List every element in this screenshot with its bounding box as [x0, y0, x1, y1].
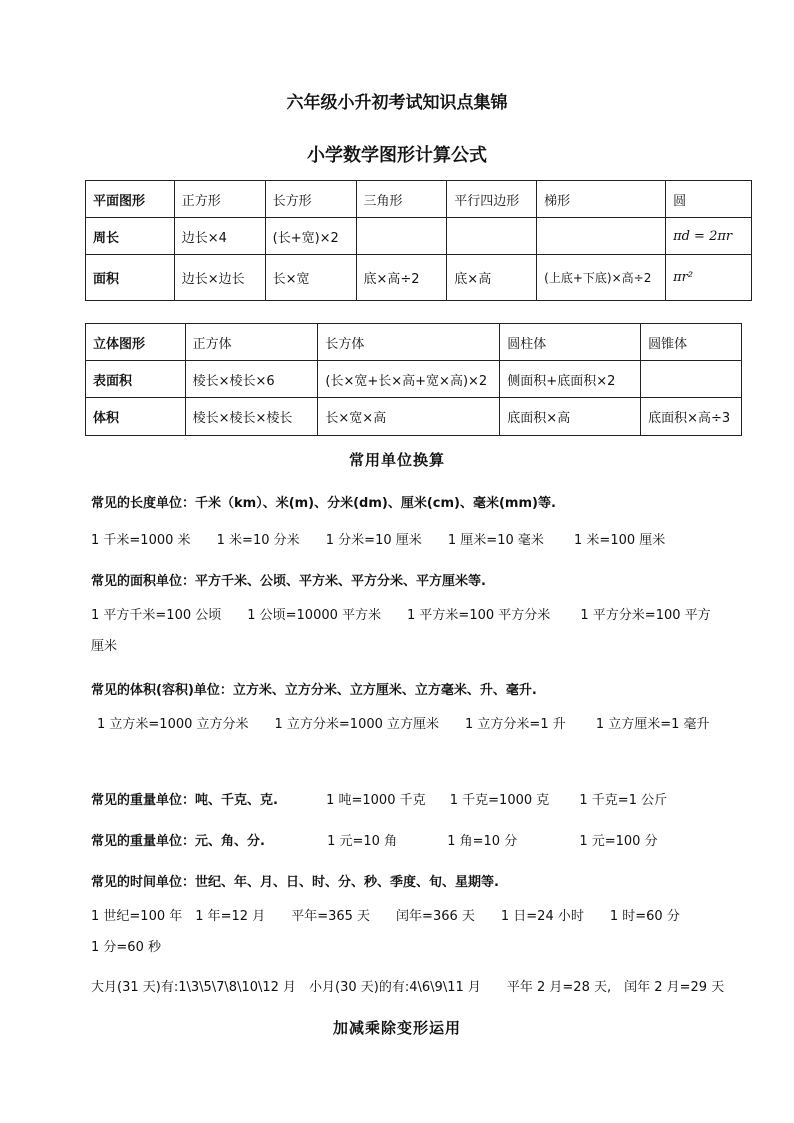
table-row — [86, 218, 752, 255]
table-cell: 侧面积+底面积×2 — [500, 361, 641, 398]
time-units-heading: 常见的时间单位：世纪、年、月、日、时、分、秒、季度、旬、星期等. — [91, 875, 499, 890]
header-cell: 长方形 — [265, 181, 356, 218]
weight-units-line — [91, 789, 721, 808]
header-cell: 平行四边形 — [447, 181, 537, 218]
table-cell: (上底+下底)×高÷2 — [537, 255, 666, 301]
table-header-row — [86, 181, 752, 218]
conversion-item: 1 米=100 厘米 — [574, 533, 666, 548]
volume-conversions: 1 立方米=1000 立方分米 1 立方分米=1000 立方厘米 1 立方分米=1 升 1 立方厘米=1 毫升 — [97, 717, 710, 732]
conversion-item: 1 厘米=10 毫米 — [447, 533, 544, 548]
area-conversions: 1 平方千米=100 公顷 1 公顷=10000 平方米 1 平方米=100 平方分米 1 平方分米=100 平方厘米 — [91, 608, 711, 654]
header-cell: 立体图形 — [86, 324, 186, 361]
circle-area-formula: πr² — [666, 255, 752, 301]
circle-perimeter-formula: πd = 2πr — [666, 218, 752, 255]
conversion-item: 1 千克=1000 克 — [449, 793, 550, 808]
header-cell: 圆柱体 — [500, 324, 641, 361]
conversion-item: 1 元=100 分 — [579, 834, 658, 849]
conversion-item: 1 千米=1000 米 — [91, 533, 191, 548]
conversion-item: 1 元=10 角 — [327, 834, 398, 849]
row-label: 面积 — [86, 255, 175, 301]
conversion-item: 1 角=10 分 — [447, 834, 518, 849]
header-cell: 三角形 — [356, 181, 447, 218]
header-cell: 长方体 — [318, 324, 500, 361]
time-conversions: 1 世纪=100 年 1 年=12 月 平年=365 天 闰年=366 天 1 日=24 小时 1 时=60 分 1 分=60 秒 — [91, 909, 706, 955]
header-cell: 圆锥体 — [641, 324, 742, 361]
table-cell — [447, 218, 537, 255]
header-cell: 平面图形 — [86, 181, 175, 218]
row-label: 周长 — [86, 218, 175, 255]
table-cell: (长+宽)×2 — [265, 218, 356, 255]
money-units-heading: 常见的重量单位：元、角、分. — [91, 834, 265, 849]
table-cell — [641, 361, 742, 398]
header-cell: 正方体 — [185, 324, 318, 361]
row-label: 表面积 — [86, 361, 186, 398]
header-cell: 圆 — [666, 181, 752, 218]
table-row — [86, 255, 752, 301]
money-units-line — [91, 830, 721, 849]
weight-units-heading: 常见的重量单位：吨、千克、克. — [91, 793, 278, 808]
solid-figures-table — [85, 323, 742, 436]
conversion-item: 1 吨=1000 千克 — [326, 793, 426, 808]
table-cell: 边长×4 — [174, 218, 265, 255]
table-cell: 棱长×棱长×棱长 — [185, 398, 318, 436]
table-cell — [537, 218, 666, 255]
row-label: 体积 — [86, 398, 186, 436]
length-units-heading: 常见的长度单位：千米（km）、米(m)、分米(dm)、厘米(cm)、毫米(mm)等. — [91, 496, 556, 511]
header-cell: 正方形 — [174, 181, 265, 218]
conversion-item: 1 米=10 分米 — [216, 533, 300, 548]
header-cell: 梯形 — [537, 181, 666, 218]
table-cell: (长×宽+长×高+宽×高)×2 — [318, 361, 500, 398]
table-cell: 底面积×高 — [500, 398, 641, 436]
table-cell — [356, 218, 447, 255]
table-cell: 长×宽×高 — [318, 398, 500, 436]
table-cell: 底×高 — [447, 255, 537, 301]
conversion-item: 1 千克=1 公斤 — [579, 793, 668, 808]
table-header-row — [86, 324, 742, 361]
table-row — [86, 361, 742, 398]
table-cell: 棱长×棱长×6 — [185, 361, 318, 398]
month-days-line: 大月(31 天)有:1\3\5\7\8\10\12 月 小月(30 天)的有:4\6\9\11 月 平年 2 月=28 天, 闰年 2 月=29 天 — [91, 980, 725, 995]
conversion-item: 1 分米=10 厘米 — [325, 533, 422, 548]
plane-figures-table — [85, 180, 752, 301]
length-conversions — [91, 529, 721, 548]
operations-section-title: 加减乘除变形运用 — [332, 1019, 461, 1037]
table-cell: 长×宽 — [265, 255, 356, 301]
area-units-heading: 常见的面积单位：平方千米、公顷、平方米、平方分米、平方厘米等. — [91, 574, 486, 589]
units-section-title: 常用单位换算 — [348, 451, 445, 469]
document-title: 六年级小升初考试知识点集锦 — [286, 93, 508, 113]
table-row — [86, 398, 742, 436]
formula-title: 小学数学图形计算公式 — [307, 145, 487, 166]
volume-units-heading: 常见的体积(容积)单位：立方米、立方分米、立方厘米、立方毫米、升、毫升. — [91, 683, 537, 698]
table-cell: 边长×边长 — [174, 255, 265, 301]
table-cell: 底面积×高÷3 — [641, 398, 742, 436]
table-cell: 底×高÷2 — [356, 255, 447, 301]
